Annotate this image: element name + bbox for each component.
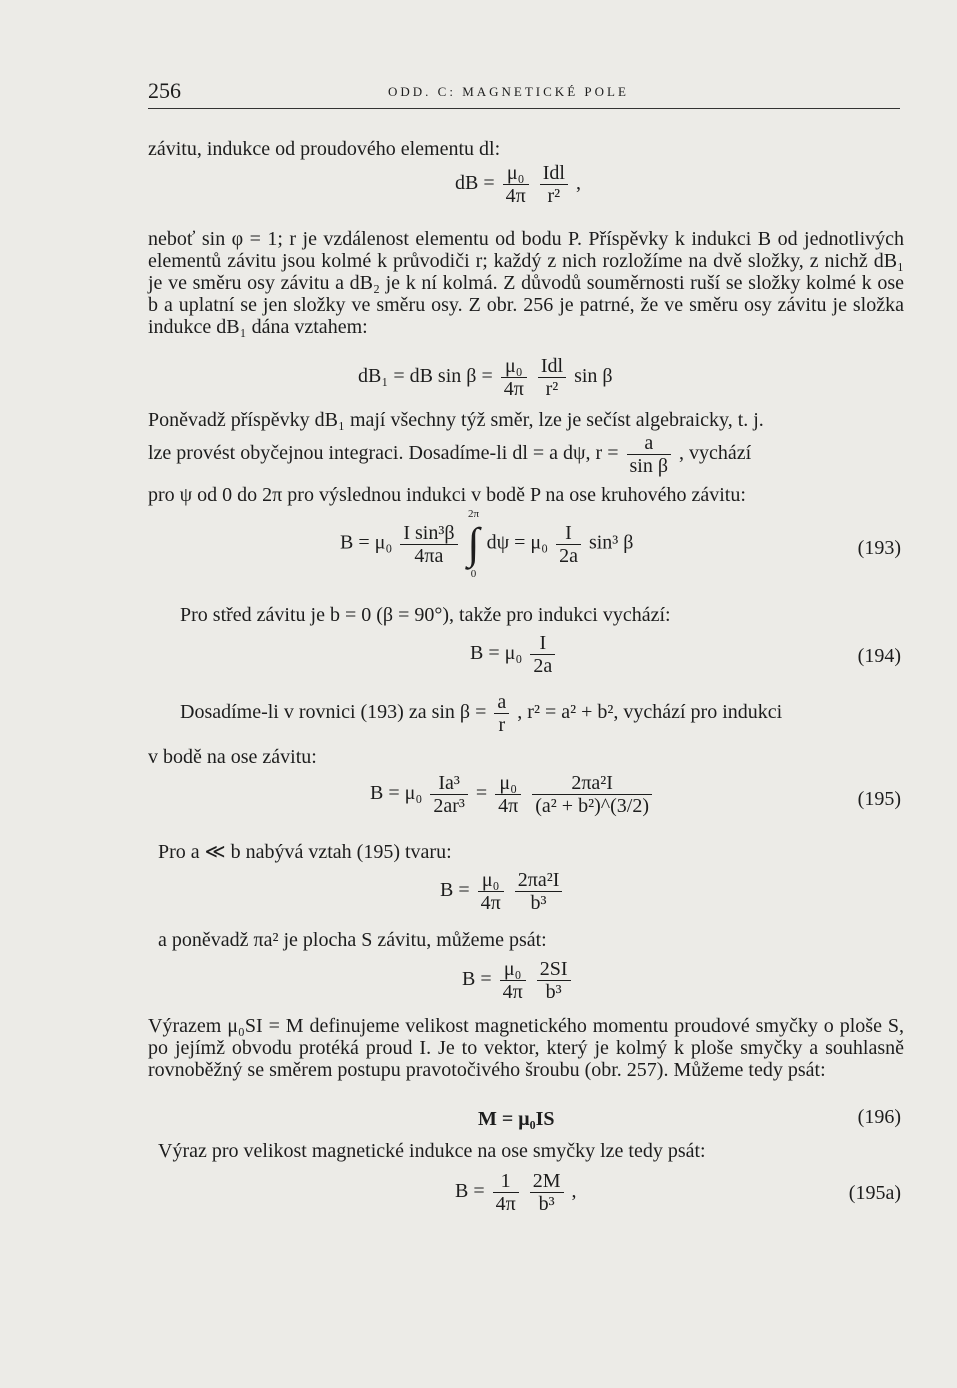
equation-193: B = μ₀ $\frac{\text{I sin³β}}{4\pi a}$ 2π ∫ 0 dψ = μ₀ $\frac{I}{2a}$ sin³ β: [340, 508, 634, 580]
integral-sign: 2π ∫ 0: [467, 508, 480, 580]
equation-194: B = μ₀ $\frac{I}{2a}$: [470, 632, 558, 677]
page-header: [148, 78, 900, 109]
equation-db: dB = $\frac{\text{μ₀}}{4\pi}$ $\frac{\text{Idl}}{\text{r²}}$ ,: [455, 162, 581, 207]
equation-195a: B = $\frac{1}{4\pi}$ $\frac{2M}{\text{b³}}$ ,: [455, 1170, 577, 1215]
fraction: $\frac{2M}{\text{b³}}$: [530, 1170, 564, 1215]
text-p12: Výraz pro velikost magnetické indukce na ose smyčky lze tedy psát:: [158, 1140, 706, 1162]
fraction: $\frac{a}{r}$: [494, 691, 509, 736]
fraction: $\frac{I}{2a}$: [530, 632, 555, 677]
fraction: $\frac{\text{μ₀}}{4\pi}$: [501, 355, 527, 400]
fraction: $\frac{\text{2πa²I}}{\text{(a² + b²)\textasciicircum{}(3/2)}}$: [532, 772, 652, 817]
text-p8: v bodě na ose závitu:: [148, 746, 317, 768]
text-p5: pro ψ od 0 do 2π pro výslednou indukci v bodě P na ose kruhového závitu:: [148, 484, 746, 506]
equation-number-194: (194): [857, 645, 901, 667]
fraction: $\frac{\text{μ₀}}{4\pi}$: [503, 162, 529, 207]
equation-number-195: (195): [857, 788, 901, 810]
running-head: ODD. C: MAGNETICKÉ POLE: [388, 84, 629, 99]
equation-db1: dB₁ = dB sin β = $\frac{\text{μ₀}}{4\pi}$ $\frac{\text{Idl}}{\text{r²}}$ sin β: [358, 355, 613, 400]
text-p3: Poněvadž příspěvky dB₁ mají všechny týž směr, lze je sečíst algebraicky, t. j.: [148, 409, 764, 431]
fraction: $\frac{\text{μ₀}}{4\pi}$: [495, 772, 521, 817]
text-p10: a poněvadž πa² je plocha S závitu, můžeme psát:: [158, 929, 547, 951]
text-p11: Výrazem μ₀SI = M definujeme velikost magnetického momentu proudové smyčky o ploše S, po jejímž obvodu protéká proud I. Je to vektor, který je kolmý k ploše smyčky a souhlasně rovnoběžný se směrem postupu pravotočivého šroubu (obr. 257). Můžeme tedy psát:: [148, 1015, 904, 1081]
text-p7: Dosadíme-li v rovnici (193) za sin β = $\frac{a}{r}$ , r² = a² + b², vychází pro indukci: [180, 691, 783, 736]
fraction: $\frac{2SI}{\text{b³}}$: [537, 958, 571, 1003]
text-p1: závitu, indukce od proudového elementu dl:: [148, 138, 501, 160]
fraction: $\frac{1}{4\pi}$: [493, 1170, 519, 1215]
fraction: $\frac{I}{2a}$: [556, 522, 581, 567]
equation-195: B = μ₀ $\frac{\text{Ia³}}{\text{2ar³}}$ = $\frac{\text{μ₀}}{4\pi}$ $\frac{\text{2πa²I}}{\text{(a² + b²)\textasciicircum{}(3/2)}}$: [370, 772, 655, 817]
fraction: $\frac{\text{Idl}}{\text{r²}}$: [540, 162, 568, 207]
fraction: $\frac{\text{Idl}}{\text{r²}}$: [538, 355, 566, 400]
text-p9: Pro a ≪ b nabývá vztah (195) tvaru:: [158, 841, 452, 863]
fraction: $\frac{\text{I sin³β}}{4\pi a}$: [400, 522, 457, 567]
text-p2: neboť sin φ = 1; r je vzdálenost elementu od bodu P. Příspěvky k indukci B od jednotlivých elementů závitu jsou kolmé k průvodiči r; každý z nich rozložíme na dvě složky, z nichž dB₁ je ve směru osy závitu a dB₂ je k ní kolmá. Z důvodů souměrnosti ruší se složky kolmé k ose b a uplatní se jen složky ve směru osy. Z obr. 256 je patrné, že ve směru osy závitu je složka indukce dB₁ dána vztahem:: [148, 228, 904, 338]
fraction: $\frac{\text{Ia³}}{\text{2ar³}}$: [430, 772, 468, 817]
equation-number-195a: (195a): [848, 1182, 901, 1204]
equation-approx: B = $\frac{\text{μ₀}}{4\pi}$ $\frac{\text{2πa²I}}{\text{b³}}$: [440, 869, 565, 914]
text-p6: Pro střed závitu je b = 0 (β = 90°), takže pro indukci vychází:: [180, 604, 671, 626]
equation-number-193: (193): [857, 537, 901, 559]
page-number: 256: [148, 78, 181, 103]
fraction: $\frac{\text{2πa²I}}{\text{b³}}$: [515, 869, 563, 914]
equation-s: B = $\frac{\text{μ₀}}{4\pi}$ $\frac{2SI}{\text{b³}}$: [462, 958, 574, 1003]
equation-196: M = μ₀IS: [478, 1108, 555, 1130]
text-p4: lze provést obyčejnou integraci. Dosadíme-li dl = a dψ, r = $\frac{a}{\text{sin β}}$ , vychází: [148, 432, 752, 477]
fraction: $\frac{\text{μ₀}}{4\pi}$: [478, 869, 504, 914]
fraction: $\frac{a}{\text{sin β}}$: [627, 432, 672, 477]
fraction: $\frac{\text{μ₀}}{4\pi}$: [500, 958, 526, 1003]
equation-number-196: (196): [857, 1106, 901, 1128]
